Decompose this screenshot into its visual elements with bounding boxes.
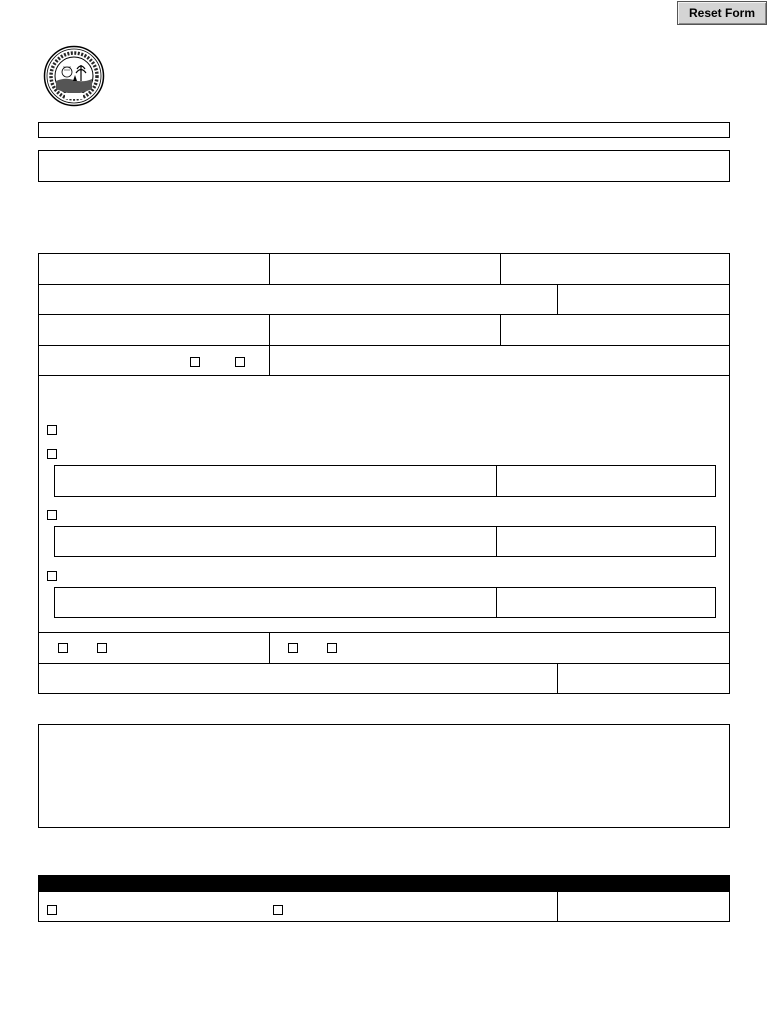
state-seal-icon xyxy=(43,45,105,107)
field-cell-r1c1[interactable] xyxy=(39,254,269,284)
option-b-field-1[interactable] xyxy=(55,466,496,496)
option-c-subtable xyxy=(54,526,716,557)
checkbox-r4-option2[interactable] xyxy=(235,357,245,367)
footer-header-bar xyxy=(39,876,729,892)
checkbox-footer-option1[interactable] xyxy=(47,905,57,915)
state-seal-graphic xyxy=(43,45,105,107)
col-divider xyxy=(269,632,270,663)
checkbox-option-d[interactable] xyxy=(47,571,57,581)
checkbox-footer-option2[interactable] xyxy=(273,905,283,915)
field-cell-r2c1[interactable] xyxy=(39,285,557,314)
field-cell-r1c2[interactable] xyxy=(270,254,500,284)
field-cell-r4c2[interactable] xyxy=(270,346,729,375)
option-c-field-1[interactable] xyxy=(55,527,496,556)
remarks-area[interactable] xyxy=(38,724,730,828)
checkbox-option-a[interactable] xyxy=(47,425,57,435)
reset-form-button[interactable]: Reset Form xyxy=(677,1,767,25)
header-line-box xyxy=(38,122,730,138)
row-divider xyxy=(39,375,729,376)
field-cell-r7c1[interactable] xyxy=(39,664,557,693)
option-b-field-2[interactable] xyxy=(497,466,715,496)
checkbox-option-c[interactable] xyxy=(47,510,57,520)
checkbox-option-b[interactable] xyxy=(47,449,57,459)
checkbox-r6-option4[interactable] xyxy=(327,643,337,653)
field-cell-r1c3[interactable] xyxy=(501,254,729,284)
option-b-subtable xyxy=(54,465,716,497)
field-cell-r3c1[interactable] xyxy=(39,315,269,345)
footer-section xyxy=(38,875,730,922)
field-cell-r3c3[interactable] xyxy=(501,315,729,345)
checkbox-r6-option1[interactable] xyxy=(58,643,68,653)
field-cell-r3c2[interactable] xyxy=(270,315,500,345)
option-d-subtable xyxy=(54,587,716,618)
field-cell-r2c2[interactable] xyxy=(558,285,729,314)
main-form-table xyxy=(38,253,730,694)
row-divider xyxy=(39,632,729,633)
option-d-field-2[interactable] xyxy=(497,588,715,617)
checkbox-r6-option2[interactable] xyxy=(97,643,107,653)
option-d-field-1[interactable] xyxy=(55,588,496,617)
option-c-field-2[interactable] xyxy=(497,527,715,556)
checkbox-r6-option3[interactable] xyxy=(288,643,298,653)
field-cell-r7c2[interactable] xyxy=(558,664,729,693)
footer-field[interactable] xyxy=(558,893,729,921)
form-title-box xyxy=(38,150,730,182)
checkbox-r4-option1[interactable] xyxy=(190,357,200,367)
